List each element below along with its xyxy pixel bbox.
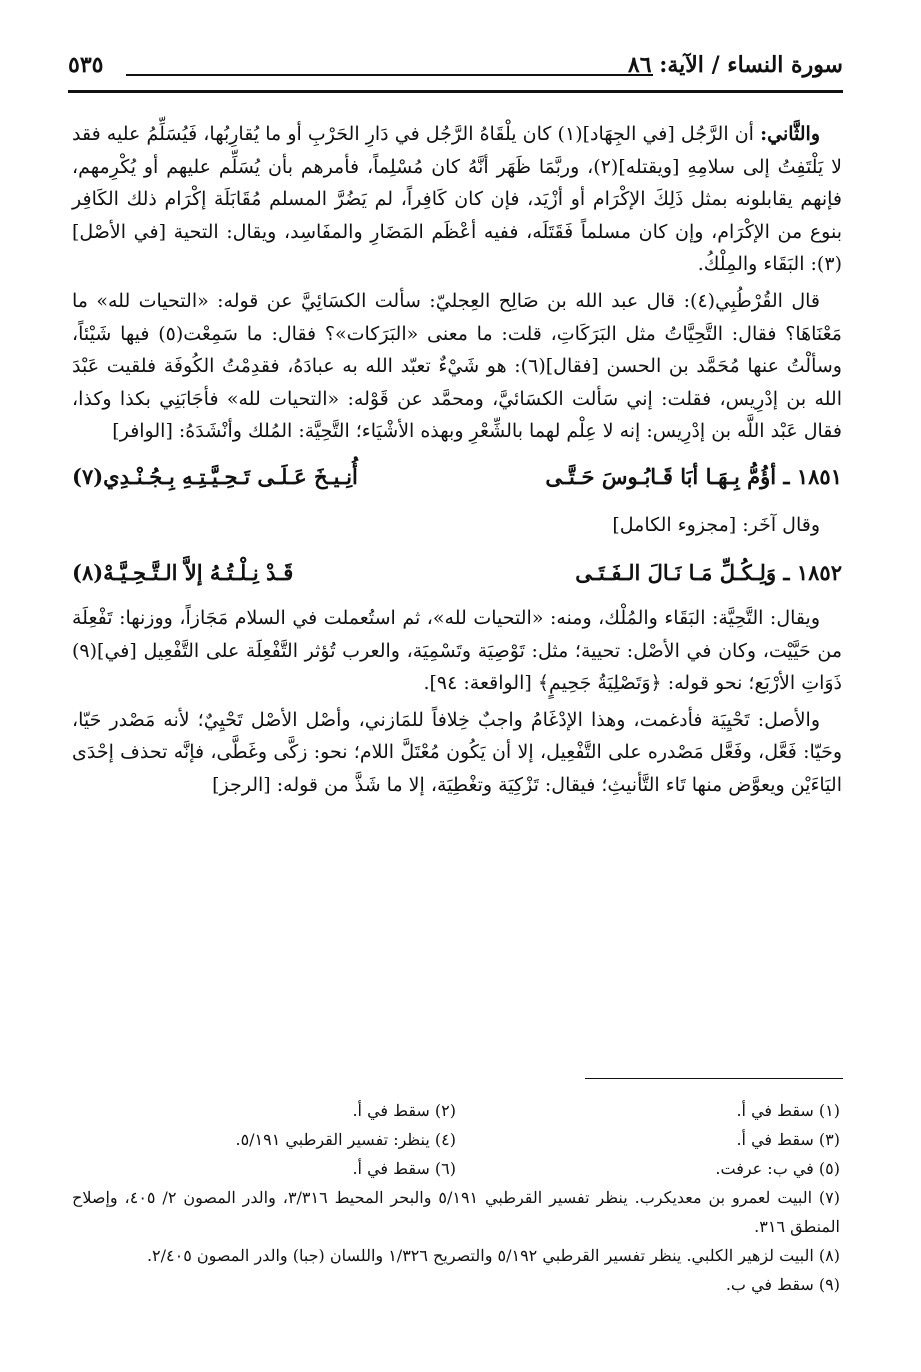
verse-second-hemistich: أُنِـيـخَ عَـلَـى تَـحِـيَّـتِـهِ بِـجُـنْـدِي(٧)	[72, 464, 358, 490]
verse-1852	[72, 550, 842, 596]
footnote-9: (٩) سقط في ب.	[725, 1275, 840, 1294]
footnote-divider	[585, 1078, 843, 1079]
paragraph-second-reason	[72, 118, 842, 281]
footnote-3: (٣) سقط في أ.	[736, 1130, 840, 1149]
footnote-row	[72, 1096, 840, 1125]
header-rule	[68, 90, 843, 93]
footnotes	[72, 1096, 840, 1299]
verse-intro: وقال آخَر: [مجزوء الكامل]	[612, 513, 820, 536]
main-text	[72, 118, 842, 806]
paragraph-text: أن الرَّجُل [في الجِهَاد](١) كان يلْقَاهُ الرَّجُل في دَارِ الحَرْبِ أو ما يُقارِبُها، فَيُسَلِّمُ عليه فقد لا يَلْتَفِتُ إلى سلامِهِ [ويقتله](٢)، وربَّمَا ظَهَر أنَّهُ كان مُسْلِماً، فأمرهم بأن يُسَلِّم عليهم أو يُكْرِمهم، فإنهم يقابلونه بمثل ذَلِكَ الإكْرَام أو أزْيَد، فإن كان كَافِراً، لم يَضُرَّ المسلم مُقَابَلَة إكْرَام ذلك الكَافِر بنوع من الإكْرَام، وإن كان مسلماً فَقَتَلَه، ففيه أعْظَم المَضَارِ والمفَاسِد، ويقال: التحية [في الأصْل](٣): البَقَاء والمِلْكُ.	[72, 123, 842, 276]
verse-second-hemistich: قَـدْ نِـلْـتُـهُ إلاَّ الـتَّـحِـيَّـهْ(٨)	[72, 560, 294, 586]
running-header	[68, 52, 843, 88]
header-line	[126, 74, 653, 76]
verse-first-hemistich: ١٨٥٢ ـ وَلِـكُـلِّ مَـا نَـالَ الـفَـتَـى	[575, 560, 842, 586]
footnote-2: (٢) سقط في أ.	[352, 1101, 456, 1120]
footnote-row	[72, 1154, 840, 1183]
footnote-7: (٧) البيت لعمرو بن معديكرب. ينظر تفسير القرطبي ٥/١٩١ والبحر المحيط ٣/٣١٦، والدر المصون ٢/ ٤٠٥، وإصلاح المنطق ٣١٦.	[72, 1188, 841, 1236]
verse-first-hemistich: ١٨٥١ ـ أؤُمُّ بِـهَـا أبَا قَـابُـوسَ حَـتَّـى	[545, 464, 842, 490]
footnote-1: (١) سقط في أ.	[736, 1101, 840, 1120]
footnote-8: (٨) البيت لزهير الكلبي. ينظر تفسير القرطبي ٥/١٩٢ والتصريح ١/٣٢٦ واللسان (جبا) والدر المصون ٢/٤٠٥.	[146, 1246, 840, 1265]
paragraph-tahiyya: ويقال: التَّحِيَّة: البَقَاء والمُلْك، ومنه: «التحيات لله»، ثم استُعملت في السلام مَجَازاً، ووزنها: تَفْعِلَة من حَيَّيْت، وكان في الأصْل: تحيية؛ مثل: تَوْصِيَة وتَسْمِيَة، والعرب تُؤثر التَّفْعِلَة على التَّفْعِيل [في](٩) ذَوَاتِ الأرْبَع؛ نحو قوله: ﴿وَتَصْلِيَةُ جَحِيمٍ﴾ [الواقعة: ٩٤].	[72, 606, 842, 695]
page-number: ٥٣٥	[68, 52, 104, 78]
header-title: سورة النساء / الآية: ٨٦	[627, 52, 843, 78]
footnote-row	[72, 1125, 840, 1154]
paragraph-qurtubi: قال القُرْطُبِي(٤): قال عبد الله بن صَالِح العِجليّ: سألت الكسَائِيَّ عن قوله: «التحيات لله» ما مَعْنَاهَا؟ فقال: التَّحِيَّاتُ مثل البَرَكَاتِ، قلت: ما معنى «البَرَكات»؟ فقال: ما سَمِعْت(٥) فيها شَيْئاً، وسألْتُ عنها مُحَمَّد بن الحسن [فقال](٦): هو شَيْءٌ تعبّد الله به عبادَهُ، فقدِمْتُ الكُوفَة فلقيت عَبْدَ الله بن إدْرِيس، فقلت: إني سَألت الكسَائيَّ، ومحمَّد عن قَوْله: «التحيات لله» فأجَابَنِي بكذا وكذا، فقال عَبْد اللَّه بن إدْرِيس: إنه لا عِلْم لهما بالشِّعْرِ وبهذه الأشْيَاء؛ التَّحِيَّة: المُلك وأنْشَدَهُ: [الوافر]	[72, 289, 842, 443]
footnote-6: (٦) سقط في أ.	[352, 1159, 456, 1178]
verse-1851	[72, 454, 842, 500]
paragraph-asl: والأصل: تَحْيِيَة فأدغمت، وهذا الإدْغَامُ واجبٌ خِلافاً للمَازني، وأصْل الأصْل تَحْيِيٌ؛ لأنه مَصْدر حَيّا، وحَيّا: فَعَّل، وفَعَّل مَصْدره على التَّفْعِيل، إلا أن يَكُون مُعْتَلَّ اللام؛ نحو: زكَّى وغَطَّى، فإنَّه تحذف إحْدَى اليَاءَيْن ويعوَّض منها تَاء التَّأنيثِ؛ فيقال: تَزْكِيَة وتغْطِيَة، إلا ما شَذَّ من قوله: [الرجز]	[72, 708, 842, 796]
footnote-4: (٤) ينظر: تفسير القرطبي ٥/١٩١.	[235, 1130, 456, 1149]
paragraph-lead: والثَّاني:	[760, 123, 820, 145]
footnote-5: (٥) في ب: عرفت.	[715, 1159, 840, 1178]
